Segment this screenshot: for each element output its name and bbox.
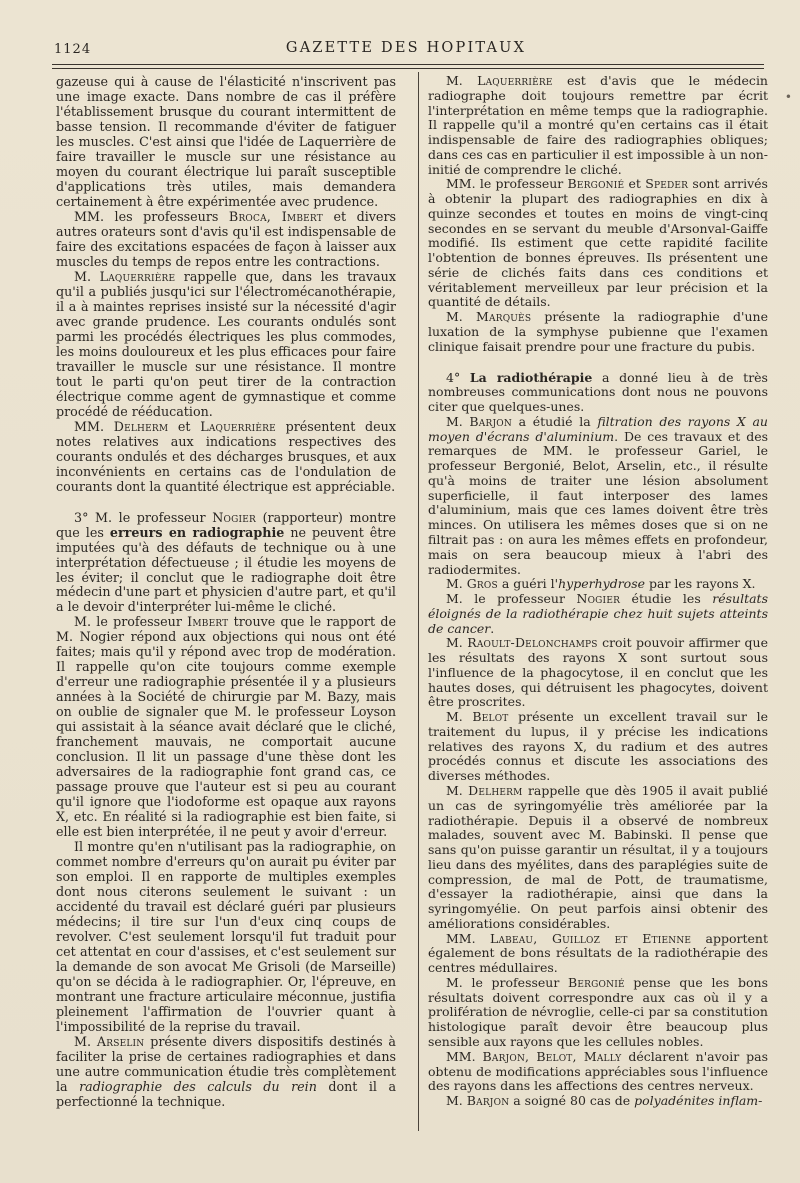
body-text: sont arrivés à obtenir la plupart des radiographies en dix à quinze secondes et toutes en moins de vingt-cinq secondes en se servant du meuble d'Arsonval-Gaiffe modifié. Ils estiment que cette rapidité facilite l'obtention de bonnes épreuves. Ils présentent une série de clichés faits dans ces conditions et véritablement merveilleux par leur précision et la quantité de détails. [428, 176, 768, 310]
paragraph [428, 177, 768, 310]
body-text: dont il a perfectionné la technique. [56, 1078, 397, 1109]
paragraph [56, 269, 396, 419]
body-text: M. [446, 309, 477, 325]
body-text: M. [446, 782, 469, 798]
body-text: est d'avis que le médecin radiographe doit toujours remettre par écrit l'interprétation en même temps que la radiographie. Il rappelle qu'il a montré qu'en certains cas il était indispensable de faire des radiographies obliques; dans ces cas en particulier il est impossible à un non-initié de comprendre le cliché. [428, 73, 768, 177]
italic-term: hyperhydrose [558, 576, 646, 592]
author-name: Laquerrière [200, 418, 276, 434]
author-name: Gros [466, 576, 498, 592]
body-text: a guéri l' [497, 576, 559, 592]
body-text: M. [446, 709, 473, 725]
body-text: par les rayons X. [645, 576, 756, 592]
body-text: M. [446, 635, 468, 651]
body-text: et [168, 418, 201, 434]
italic-title: résultats éloignés de la radiothérapie chez huit sujets atteints de cancer [428, 591, 768, 636]
body-text: M. le professeur [74, 614, 188, 630]
body-text: ne peuvent être imputées qu'à des défauts de technique ou à une interprétation défectueuse ; il étudie les moyens de les éviter; il conclut que le radiographe doit être médecin d'une part et physicien d'autre part, et qu'il a le devoir d'interpréter lui-même le cliché. [56, 524, 396, 615]
body-text: présente la radiographie d'une luxation de la symphyse pubienne que l'examen clinique faisait prendre pour une fracture du pubis. [428, 309, 768, 354]
author-name: Barjon [466, 1093, 510, 1109]
paragraph [56, 419, 396, 494]
left-column [56, 74, 396, 1109]
section-topic: La radiothérapie [469, 369, 593, 385]
body-text: M. [446, 576, 467, 592]
paragraph [428, 784, 768, 932]
body-text: présentent deux notes relatives aux indications respectives des courants ondulés et des décharges brusques, et aux inconvénients en certains cas de l'ondulation de courants dont la quantité électrique est appréciable. [56, 418, 396, 494]
body-text: 3° M. le professeur [74, 509, 213, 525]
body-text: M. [446, 1093, 467, 1109]
paragraph [428, 310, 768, 354]
header-rule-bottom [52, 68, 764, 69]
italic-title: radiographie des calculs du rein [79, 1078, 317, 1094]
body-text: trouve que le rapport de M. Nogier répond aux objections qui nous ont été faites; mais qu'il y répond avec trop de modération. Il rappelle qu'on cite toujours comme exemple d'erreur une radiographie présentée il y a plusieurs années à la Société de chirurgie par M. Bazy, mais on oublie de signaler que M. le professeur Loyson qui assistait à la séance avait déclaré que le cliché, franchement mauvais, ne comportait aucune conclusion. Il lit un passage d'une thèse dont les adversaires de la radiographie font grand cas, ce passage prouve que l'auteur est si peu au courant qu'il ignore que l'iodoforme est opaque aux rayons X, etc. En réalité si la radiographie est bien faite, si elle est bien interprétée, il ne peut y avoir d'erreur. [56, 614, 396, 840]
body-text: M. [74, 268, 100, 284]
italic-term: polyadénites inflam- [634, 1093, 763, 1109]
body-text: a étudié la [511, 413, 598, 429]
right-column [428, 74, 768, 1109]
paragraph [428, 710, 768, 784]
body-text: MM. les professeurs [74, 208, 229, 224]
body-text: M. le professeur [446, 974, 569, 990]
body-text: M. [446, 73, 478, 88]
paragraph [428, 1050, 768, 1094]
author-name: Speder [645, 176, 689, 192]
body-text: pense que les bons résultats doivent correspondre aux cas où il y a prolifération de névroglie, celle-ci par sa constitution histologique paraît devoir être beaucoup plus sensible aux rayons que les cellules nobles. [428, 974, 768, 1049]
author-names: Labeau, Guilloz et Etienne [489, 930, 692, 946]
body-text: (rapporteur) montre que les [56, 509, 396, 540]
body-text: a donné lieu à de très nombreuses communications dont nous ne pouvons citer que quelques-unes. [428, 369, 768, 415]
body-text: M. le professeur [446, 591, 577, 607]
body-text: Il montre qu'en n'utilisant pas la radiographie, on commet nombre d'erreurs qu'on aurait pu éviter par son emploi. Il en rapporte de multiples exemples dont nous citerons seulement le suivant : un accidenté du travail est déclaré guéri par plusieurs médecins; il tire sur l'un d'eux cinq coups de revolver. C'est seulement lorsqu'il fut traduit pour cet attentat en cour d'assises, et c'est seulement sur la demande de son avocat Me Grisoli (de Marseille) qu'on se décida à le radiographier. Or, l'épreuve, en montrant une fracture articulaire méconnue, justifia pleinement l'affirmation de l'ouvrier quant à l'impossibilité de la reprise du travail. [56, 839, 396, 1035]
paragraph [428, 976, 768, 1050]
body-text: étudie les [620, 591, 713, 607]
author-name: Delherm [468, 782, 523, 798]
paragraph [428, 932, 768, 976]
body-text: MM. [446, 930, 490, 946]
page-header [48, 38, 764, 60]
paragraph [428, 577, 768, 592]
paragraph [428, 74, 768, 177]
body-text: . De ces travaux et des remarques de MM. le professeur Gariel, le professeur Bergonié, Belot, Arselin, etc., il résulte qu'à moins de traiter une lésion absolument superficielle, il faut interposer des lames d'aluminium, mais que ces lames doivent être très minces. On utilisera les mêmes doses que si on ne filtrait pas : on aura les mêmes effets en profondeur, mais on sera beaucoup mieux à l'abri des radiodermites. [428, 428, 769, 577]
author-name: Raoult-Delonchamps [467, 635, 598, 651]
author-name: Delherm [113, 418, 169, 434]
author-name: Imbert [187, 614, 229, 630]
author-names: Broca, Imbert [228, 208, 323, 224]
paragraph [56, 1034, 396, 1109]
author-name: Bergonié [567, 176, 625, 192]
author-names: Barjon, Belot, Mally [482, 1048, 622, 1064]
author-name: Bergonié [568, 974, 625, 990]
body-text: M. [446, 413, 470, 429]
author-name: Nogier [212, 509, 256, 525]
body-text: MM. le professeur [446, 176, 568, 192]
section-paragraph [428, 371, 768, 415]
body-text: a soigné 80 cas de [509, 1093, 635, 1109]
body-text: croit pouvoir affirmer que les résultats des rayons X sont surtout sous l'influence de la phagocytose, il en conclut que les hautes doses, qui détruisent les phagocytes, doivent être proscrites. [428, 635, 768, 710]
body-text: M. [74, 1034, 97, 1050]
author-name: Nogier [576, 591, 621, 607]
body-text: MM. [446, 1048, 483, 1064]
section-paragraph [56, 510, 396, 615]
body-text: présente un excellent travail sur le traitement du lupus, il y précise les indications relatives des rayons X, du radium et des autres procédés connus et discute les associations des diverses méthodes. [428, 709, 769, 784]
paragraph [56, 209, 396, 269]
header-rule-top [52, 64, 764, 65]
body-text: rappelle que dès 1905 il avait publié un cas de syringomyélie très améliorée par la radiothérapie. Depuis il a observé de nombreux malades, souvent avec M. Babinski. Il pense que sans qu'on puisse garantir un résultat, il y a toujours lieu dans des myélites, dans des paraplégies suite de compression, de mal de Pott, de traumatisme, d'essayer la radiothérapie, ainsi que dans la syringomyélie. On peut parfois ainsi obtenir des améliorations considérables. [428, 782, 769, 931]
paragraph [56, 839, 396, 1034]
body-text: MM. [74, 418, 114, 434]
body-text: rappelle que, dans les travaux qu'il a publiés jusqu'ici sur l'électromécanothérapie, il a à maintes reprises insisté sur la nécessité d'agir avec grande prudence. Les courants ondulés sont parmi les procédés électriques les plus commodes, les moins douloureux et les plus efficaces pour faire travailler le muscle sur une résistance. Il montre tout le parti qu'on peut tirer de la contraction électrique comme agent de gymnastique et comme procédé de rééducation. [56, 268, 396, 419]
author-name: Laquerrière [99, 268, 176, 284]
author-name: Marquès [476, 309, 532, 325]
author-name: Laquerrière [477, 73, 553, 88]
author-name: Barjon [469, 413, 512, 429]
paragraph [428, 636, 768, 710]
body-text: 4° [446, 369, 470, 385]
column-divider [418, 72, 419, 1131]
body-text: déclarent n'avoir pas obtenu de modifications appréciables sous l'influence des rayons dans les affections des centres nerveux. [428, 1048, 768, 1094]
paragraph [428, 592, 768, 636]
body-text: présente divers dispositifs destinés à faciliter la prise de certaines radiographies et dans une autre communication étudie très complètement la [56, 1034, 397, 1094]
paragraph [428, 415, 768, 577]
paragraph [428, 1094, 768, 1109]
body-text: apportent également de bons résultats de la radiothérapie des centres médullaires. [428, 930, 768, 976]
body-text: gazeuse qui à cause de l'élasticité n'inscrivent pas une image exacte. Dans nombre de cas il préfère l'établissement brusque du courant intermittent de basse tension. Il recommande d'éviter de fatiguer les muscles. C'est ainsi que l'idée de Laquerrière de faire travailler le muscle sur une résistance au moyen du courant électrique lui paraît susceptible d'applications très utiles, mais demandera certainement à être expérimentée avec prudence. [56, 74, 396, 209]
body-text: et [624, 176, 646, 192]
journal-title: GAZETTE DES HOPITAUX [285, 40, 527, 56]
author-name: Belot [472, 709, 509, 725]
paragraph [56, 74, 396, 209]
section-topic: erreurs en radiographie [109, 524, 285, 540]
page-number: 1124 [54, 42, 92, 57]
paragraph [56, 614, 396, 839]
margin-dot: • [784, 90, 792, 104]
body-text: et divers autres orateurs sont d'avis qu'il est indispensable de faire des excitations espacées de façon à laisser aux muscles du temps de repos entre les contractions. [56, 208, 397, 269]
italic-title: filtration des rayons X au moyen d'écrans d'aluminium [428, 413, 768, 444]
body-text: . [490, 620, 495, 636]
author-name: Arselin [96, 1034, 145, 1050]
